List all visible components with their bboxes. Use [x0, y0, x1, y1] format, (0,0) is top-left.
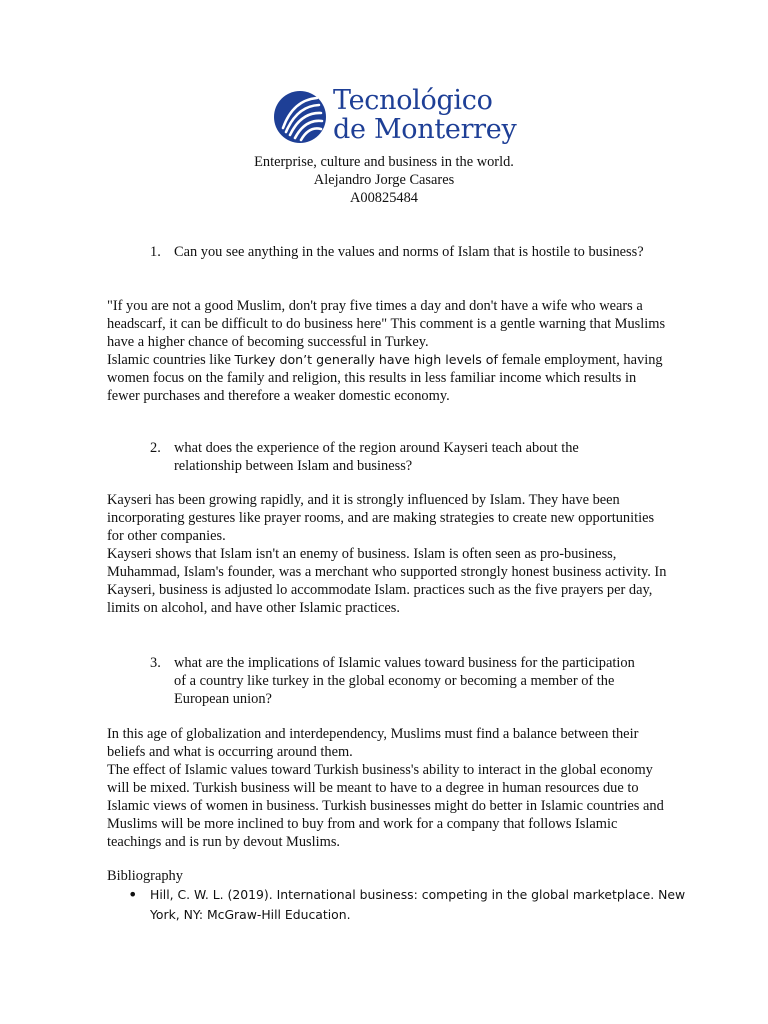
answer-paragraph: In this age of globalization and interdependency, Muslims must find a balance between their beliefs and what is occurring around them.	[107, 726, 639, 760]
logo-emblem-icon	[273, 88, 327, 146]
bibliography-heading: Bibliography	[107, 868, 183, 884]
answer-text: female employment, having women focus on the family and religion, this results in less familiar income which results in fewer purchases and therefore a weaker domestic economy.	[107, 352, 663, 404]
citation-text: Hill, C. W. L. (2019). International business: competing in the global marketplace. New York, NY: McGraw-Hill Education.	[150, 887, 686, 922]
question-text: what does the experience of the region around Kayseri teach about the relationship between Islam and business?	[174, 440, 579, 474]
university-logo	[273, 85, 517, 156]
question-number: 2.	[150, 440, 161, 456]
answer-text-alt-font: Turkey don’t generally have high levels of	[234, 352, 498, 367]
question-number: 1.	[150, 244, 161, 260]
bullet-icon: •	[128, 885, 138, 904]
logo-line-2: de Monterrey	[333, 114, 517, 145]
logo-line-1: Tecnológico	[333, 85, 493, 116]
question-text: Can you see anything in the values and norms of Islam that is hostile to business?	[174, 244, 644, 260]
question-2	[150, 439, 650, 475]
answer-text: Islamic countries like	[107, 352, 235, 368]
answer-paragraph: Kayseri shows that Islam isn't an enemy of business. Islam is often seen as pro-business, Muhammad, Islam's founder, was a merchant who supported strongly honest business activity. In Kayseri, business is adjusted lo accommodate Islam. practices such as the five prayers per day, limits on alcohol, and have other Islamic practices.	[107, 546, 667, 616]
answer-2	[107, 491, 667, 617]
answer-3	[107, 725, 667, 851]
answer-paragraph: Kayseri has been growing rapidly, and it is strongly influenced by Islam. They have been incorporating gestures like prayer rooms, and are making strategies to create new opportunities for other companies.	[107, 492, 655, 544]
document-title: Enterprise, culture and business in the world.	[254, 154, 514, 170]
author-name: Alejandro Jorge Casares	[313, 172, 455, 188]
answer-paragraph	[107, 351, 667, 405]
student-id: A00825484	[350, 190, 418, 206]
question-number: 3.	[150, 655, 161, 671]
answer-paragraph: The effect of Islamic values toward Turkish business's ability to interact in the global economy will be mixed. Turkish business will be meant to have to a degree in human resources due to Islamic views of women in business. Turkish businesses might do better in Islamic countries and Muslims will be more inclined to buy from and work for a company that follows Islamic teachings and is run by devout Muslims.	[107, 762, 664, 850]
answer-1	[107, 297, 667, 405]
question-3	[150, 654, 650, 708]
question-1	[150, 243, 650, 261]
bibliography-entry	[128, 885, 688, 925]
logo-wordmark	[333, 86, 516, 144]
document-header	[0, 153, 768, 207]
question-text: what are the implications of Islamic values toward business for the participation of a country like turkey in the global economy or becoming a member of the European union?	[174, 655, 635, 707]
answer-paragraph: "If you are not a good Muslim, don't pray five times a day and don't have a wife who wears a headscarf, it can be difficult to do business here" This comment is a gentle warning that Muslims have a higher chance of becoming successful in Turkey.	[107, 298, 666, 350]
